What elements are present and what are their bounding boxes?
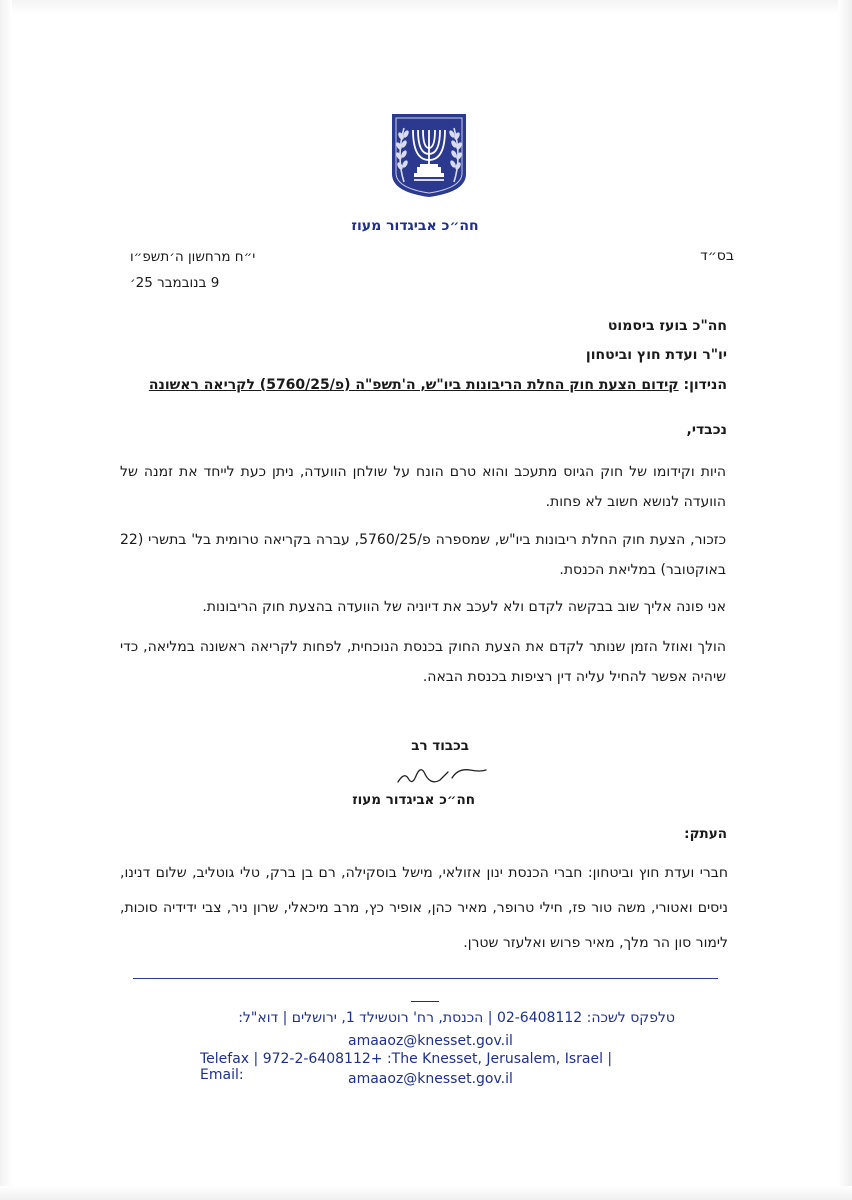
bsd-mark: בס״ד: [700, 248, 734, 264]
knesset-emblem-icon: [390, 112, 468, 198]
cc-recipients: חברי ועדת חוץ וביטחון: חברי הכנסת ינון אזולאי, מישל בוסקילה, רם בן ברק, טלי גוטליב, שלום דנינו, ניסים ואטורי, משה טור פז, חילי טרופר, מאיר כהן, אופיר כץ, מרב מיכאלי, שרון ניר, צבי ידידיה סוכות, לימור סון הר מלך, מאיר פרוש ואלעזר שטרן.: [120, 865, 728, 951]
footer-hebrew-contact: טלפקס לשכה: 02-6408112 | הכנסת, רח' רוטשילד 1, ירושלים | דוא"ל:: [238, 1010, 675, 1026]
signer-name: חה״כ אביגדור מעוז: [352, 792, 475, 808]
page-edge-top: [0, 0, 852, 14]
letterhead-mk-name: חה״כ אביגדור מעוז: [351, 218, 479, 234]
footer-english-contact: Telefax | 972-2-6408112+ :The Knesset, Jerusalem, Israel | Email:: [200, 1051, 613, 1083]
footer-small-rule: [411, 1001, 439, 1002]
subject-line: [149, 377, 727, 393]
footer-email-1[interactable]: amaaoz@knesset.gov.il: [348, 1033, 513, 1049]
subject-label: הנידון:: [683, 377, 727, 393]
body-paragraph-3: אני פונה אליך שוב בבקשה לקדם ולא לעכב את דיוניה של הוועדה בהצעת חוק הריבונות.: [202, 599, 726, 615]
page-edge-right: [838, 0, 852, 1200]
footer-email-2[interactable]: amaaoz@knesset.gov.il: [348, 1071, 513, 1087]
body-paragraph-2: כזכור, הצעת חוק החלת ריבונות ביו"ש, שמספרה פ/5760/25, עברה בקריאה טרומית בל' בתשרי (22 באוקטובר) במליאת הכנסת.: [120, 532, 726, 578]
cc-title: העתק:: [684, 826, 727, 842]
signature-icon: [386, 758, 496, 794]
closing-regards: בכבוד רב: [411, 738, 469, 754]
body-paragraph-1: היות וקידומו של חוק הגיוס מתעכב והוא טרם הונח על שולחן הוועדה, ניתן כעת לייחד את זמנה של הוועדה לנושא חשוב לא פחות.: [120, 464, 726, 510]
page-edge-bottom: [0, 1186, 852, 1200]
subject-text: קידום הצעת חוק החלת הריבונות ביו"ש, ה'תשפ"ה (פ/5760/25) לקריאה ראשונה: [148, 377, 679, 393]
hebrew-date: י״ח מרחשון ה׳תשפ״ו: [130, 249, 256, 265]
recipient-title: יו"ר ועדת חוץ וביטחון: [585, 347, 727, 363]
body-paragraph-4: הולך ואוזל הזמן שנותר לקדם את הצעת החוק בכנסת הנוכחית, לפחות לקריאה ראשונה במליאה, כדי שיהיה אפשר להחיל עליה דין רציפות בכנסת הבאה.: [120, 639, 726, 685]
greeting: נכבדי,: [686, 422, 727, 438]
page-edge-left: [0, 0, 12, 1200]
footer-divider: [133, 978, 718, 979]
recipient-name: חה"כ בועז ביסמוט: [607, 318, 727, 334]
gregorian-date: 9 בנובמבר 25׳: [130, 275, 220, 291]
